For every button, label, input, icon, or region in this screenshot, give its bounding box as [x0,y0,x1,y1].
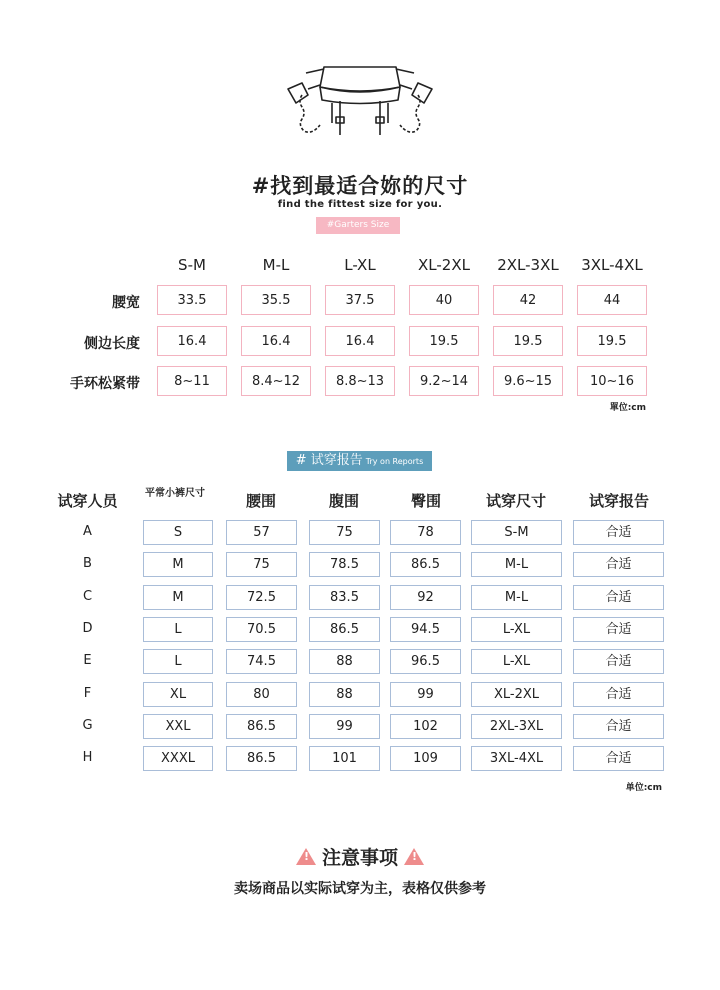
size-col-header: 3XL-4XL [581,256,643,274]
tryon-person-label: E [83,653,92,668]
tryon-cell-hip: 86.5 [390,552,461,577]
tryon-badge-subtitle: Try on Reports [365,457,424,466]
tryon-cell-report: 合适 [573,714,664,739]
size-col-header: XL-2XL [418,256,470,274]
notice-text: 卖场商品以实际试穿为主，表格仅供参考 [234,881,486,897]
size-cell: 16.4 [157,326,227,356]
notice-heading [0,843,720,870]
tryon-cell-hip: 96.5 [390,649,461,674]
size-row-label: 手环松紧带 [70,376,140,392]
size-cell: 40 [409,285,479,315]
size-cell: 9.6~15 [493,366,563,396]
tryon-cell-usual: XL [143,682,213,707]
size-cell: 8~11 [157,366,227,396]
tryon-cell-size: M-L [471,552,562,577]
tryon-cell-belly: 88 [309,649,380,674]
size-col-header: S-M [178,256,206,274]
tryon-cell-belly: 101 [309,746,380,771]
size-cell: 16.4 [325,326,395,356]
tryon-header-usual: 平常小裤尺寸 [145,488,205,499]
size-cell: 8.8~13 [325,366,395,396]
tryon-cell-report: 合适 [573,585,664,610]
size-cell: 42 [493,285,563,315]
warning-icon [404,848,424,865]
tryon-cell-size: M-L [471,585,562,610]
tryon-header-person: 试穿人员 [57,492,118,510]
size-cell: 8.4~12 [241,366,311,396]
tryon-person-label: F [83,686,92,701]
size-cell: 9.2~14 [409,366,479,396]
tryon-cell-hip: 109 [390,746,461,771]
tryon-cell-report: 合适 [573,682,664,707]
tryon-cell-size: 3XL-4XL [471,746,562,771]
tryon-cell-waist: 75 [226,552,297,577]
tryon-cell-report: 合适 [573,552,664,577]
tryon-cell-report: 合适 [573,520,664,545]
tryon-cell-belly: 75 [309,520,380,545]
tryon-header-hip: 臀围 [410,492,441,510]
tryon-cell-size: XL-2XL [471,682,562,707]
page-subtitle: find the fittest size for you. [277,199,443,210]
tryon-cell-hip: 102 [390,714,461,739]
garters-size-badge: #Garters Size [316,217,400,234]
tryon-cell-hip: 99 [390,682,461,707]
size-col-header: 2XL-3XL [497,256,559,274]
tryon-cell-usual: XXXL [143,746,213,771]
tryon-unit-note: 单位:cm [625,783,662,793]
tryon-cell-size: L-XL [471,649,562,674]
size-cell: 19.5 [493,326,563,356]
tryon-header-report: 试穿报告 [588,492,649,510]
size-cell: 44 [577,285,647,315]
tryon-header-belly: 腹围 [328,492,359,510]
notice-title: 注意事项 [321,847,398,869]
tryon-cell-belly: 99 [309,714,380,739]
size-col-header: M-L [262,256,290,274]
tryon-cell-size: 2XL-3XL [471,714,562,739]
tryon-cell-usual: M [143,552,213,577]
tryon-person-label: D [82,621,93,636]
size-row-label: 侧边长度 [84,336,140,352]
tryon-cell-waist: 72.5 [226,585,297,610]
tryon-cell-usual: M [143,585,213,610]
tryon-person-label: B [83,556,92,571]
tryon-cell-waist: 57 [226,520,297,545]
tryon-cell-hip: 78 [390,520,461,545]
size-cell: 19.5 [577,326,647,356]
tryon-cell-waist: 86.5 [226,714,297,739]
size-cell: 10~16 [577,366,647,396]
tryon-cell-waist: 70.5 [226,617,297,642]
tryon-cell-hip: 92 [390,585,461,610]
tryon-cell-size: S-M [471,520,562,545]
size-cell: 19.5 [409,326,479,356]
tryon-person-label: H [82,750,93,765]
size-row-label: 腰宽 [112,295,140,311]
size-unit-note: 單位:cm [609,403,646,413]
tryon-header-waist: 腰围 [245,492,276,510]
tryon-header-size: 试穿尺寸 [485,492,546,510]
size-cell: 16.4 [241,326,311,356]
tryon-cell-usual: L [143,617,213,642]
tryon-cell-waist: 74.5 [226,649,297,674]
tryon-cell-report: 合适 [573,649,664,674]
tryon-cell-usual: L [143,649,213,674]
tryon-badge [287,451,432,471]
tryon-cell-report: 合适 [573,617,664,642]
size-cell: 33.5 [157,285,227,315]
size-cell: 37.5 [325,285,395,315]
size-cell: 35.5 [241,285,311,315]
tryon-cell-usual: XXL [143,714,213,739]
garter-illustration [270,55,450,150]
tryon-cell-report: 合适 [573,746,664,771]
tryon-cell-usual: S [143,520,213,545]
warning-icon [296,848,316,865]
tryon-person-label: C [82,589,93,604]
size-col-header: L-XL [344,256,376,274]
tryon-cell-hip: 94.5 [390,617,461,642]
tryon-cell-belly: 88 [309,682,380,707]
page-title: #找到最适合妳的尺寸 [251,174,469,198]
tryon-cell-belly: 78.5 [309,552,380,577]
tryon-person-label: G [82,718,93,733]
tryon-cell-waist: 80 [226,682,297,707]
tryon-cell-belly: 83.5 [309,585,380,610]
tryon-cell-waist: 86.5 [226,746,297,771]
tryon-cell-belly: 86.5 [309,617,380,642]
tryon-badge-title: # 试穿报告 [295,453,363,468]
tryon-cell-size: L-XL [471,617,562,642]
tryon-person-label: A [83,524,92,539]
